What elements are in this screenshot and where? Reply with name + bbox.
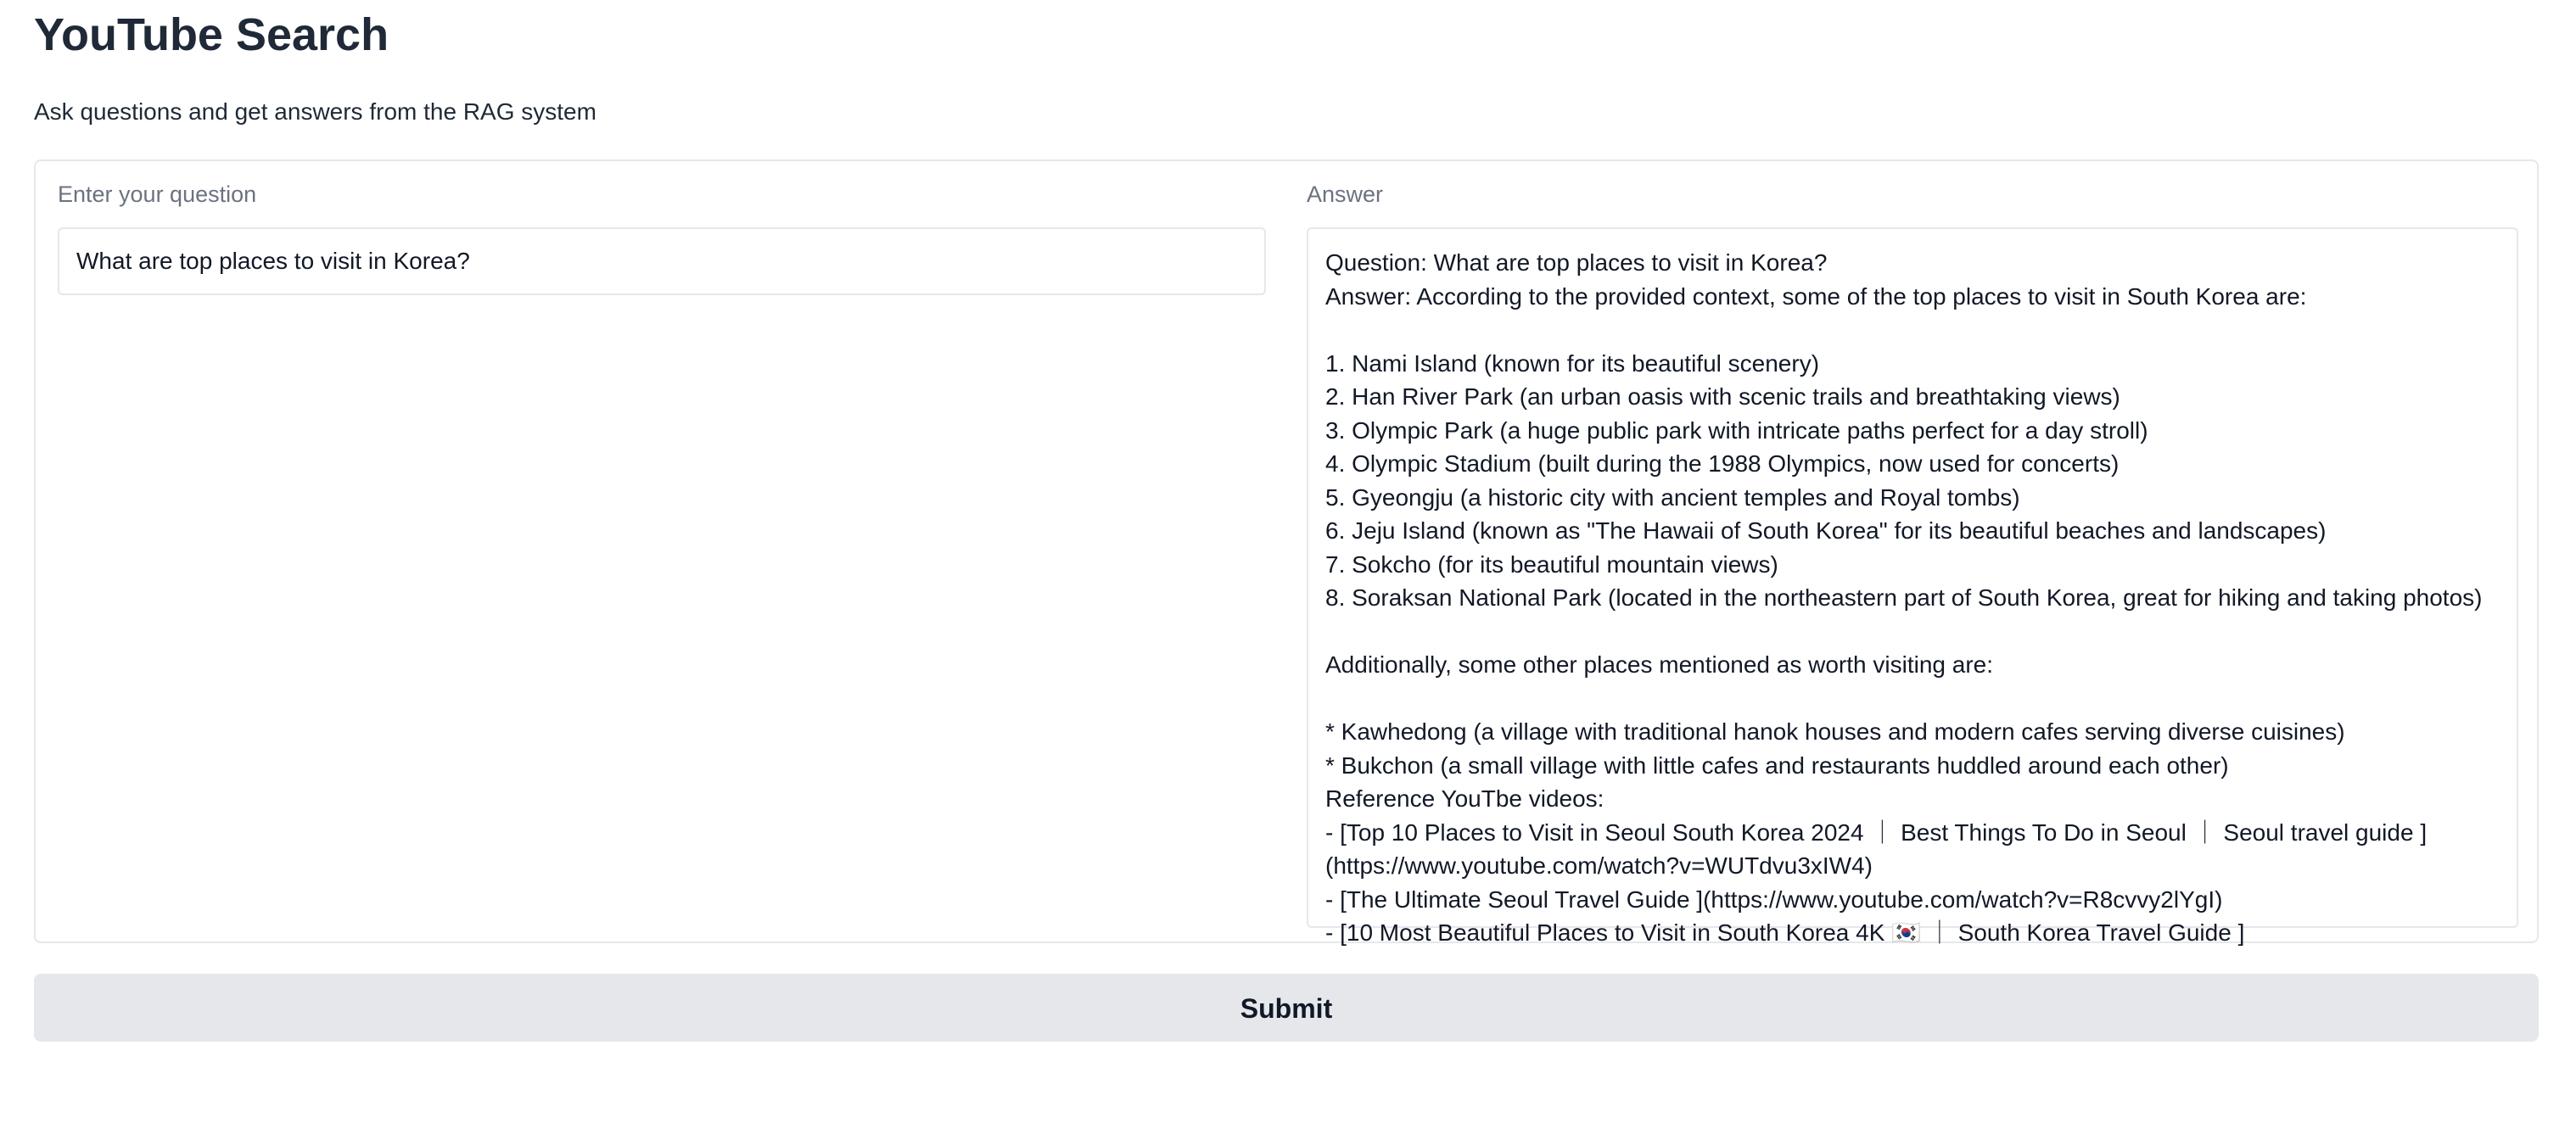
page-subtitle: Ask questions and get answers from the RAG system [34, 98, 596, 125]
question-input[interactable]: What are top places to visit in Korea? [58, 227, 1266, 295]
answer-label: Answer [1307, 182, 1384, 207]
submit-button[interactable]: Submit [34, 974, 2539, 1042]
qa-panel [34, 159, 2539, 946]
answer-text: Question: What are top places to visit in Korea? Answer: According to the provided context, some of the top places to visit in South Korea are: 1. Nami Island (known for its beautiful scenery) 2. Han River Park (an urban oasis with scenic trails and breathtaking views) 3. Olympic Park (a huge public park with intricate paths perfect for a day stroll) 4. Olympic Stadium (built during the 1988 Olympics, now used for concerts) 5. Gyeongju (a historic city with ancient temples and Royal tombs) 6. Jeju Island (known as "The Hawaii of South Korea" for its beautiful beaches and landscapes) 7. Sokcho (for its beautiful mountain views) 8. Soraksan National Park (located in the northeastern part of South Korea, great for hiking and taking photos) Additionally, some other places mentioned as worth visiting are: * Kawhedong (a village with traditional hanok houses and modern cafes serving diverse cuisines) * Bukchon (a small village with little cafes and restaurants huddled around each other) Reference YouTbe videos: - [Top 10 Places to Visit in Seoul South Korea 2024 ｜ Best Things To Do in Seoul ｜ Seoul travel guide ](https://www.youtube.com/watch?v=WUTdvu3xIW4) - [The Ultimate Seoul Travel Guide ](https://www.youtube.com/watch?v=R8cvvy2lYgI) - [10 Most Beautiful Places to Visit in South Korea 4K 🇰🇷 ｜ South Korea Travel Guide ] [1325, 249, 2483, 946]
question-column [58, 161, 1266, 941]
page-title: YouTube Search [34, 9, 389, 60]
answer-column [1307, 161, 2518, 946]
answer-output[interactable] [1307, 227, 2518, 946]
question-label: Enter your question [58, 182, 257, 207]
